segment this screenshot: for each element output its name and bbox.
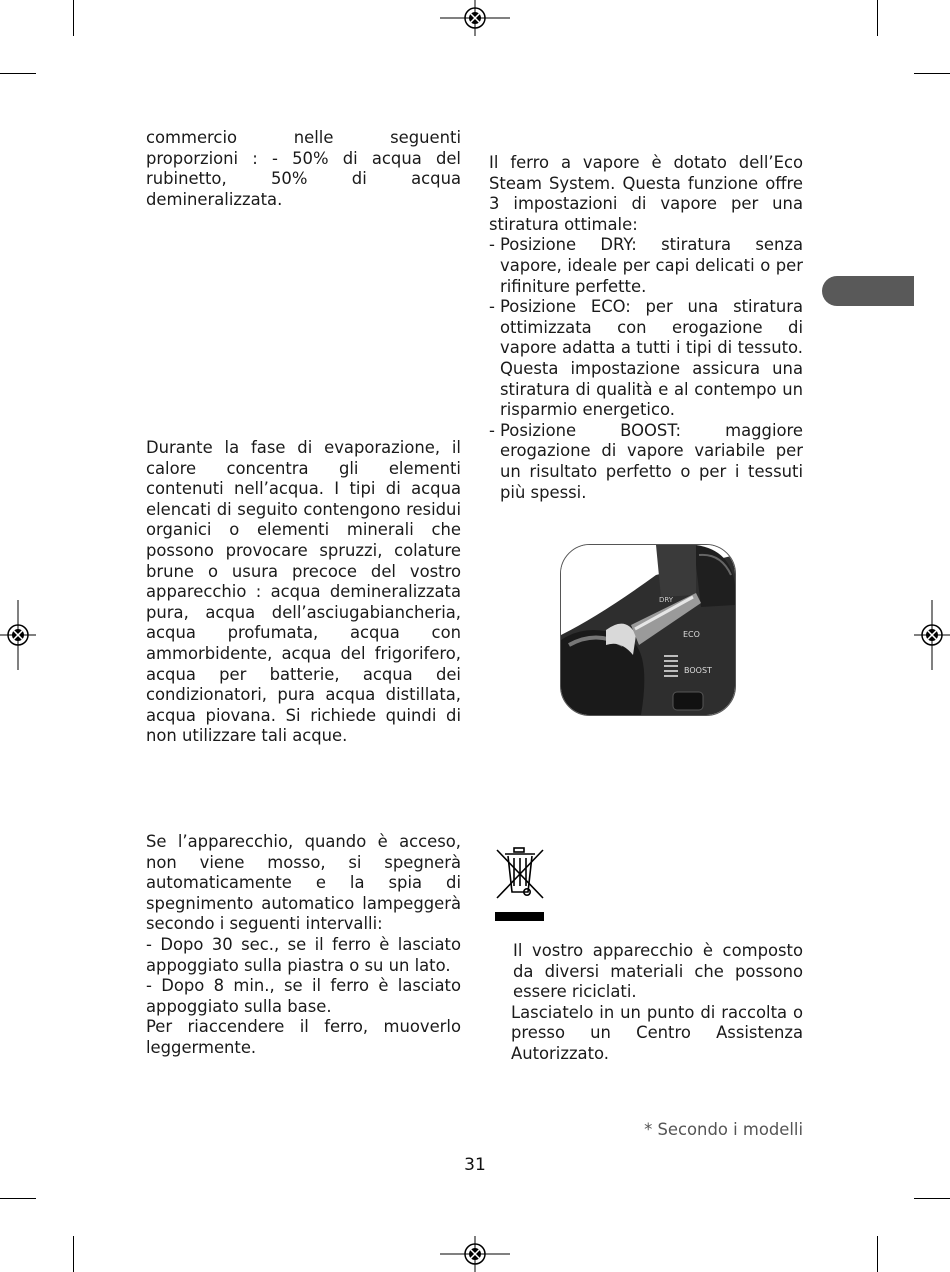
- eco-steam-intro: Il ferro a vapore è dotato dell’Eco Steam System. Questa funzione offre 3 impostazioni di vapore per una stiratura ottimale:: [489, 153, 803, 234]
- side-tab: [822, 276, 914, 306]
- registration-mark-icon: [440, 1236, 510, 1272]
- registration-mark-icon: [914, 600, 950, 670]
- eco-steam-section: [489, 153, 803, 503]
- text-line: commercio nelle seguenti: [146, 128, 461, 147]
- water-proportions-paragraph: [146, 128, 461, 210]
- eco-label: ECO: [683, 630, 700, 639]
- crop-mark: [877, 0, 878, 36]
- crossed-out-wheelie-bin-icon: [494, 846, 546, 922]
- crop-mark: [914, 73, 950, 74]
- crop-mark: [0, 73, 36, 74]
- recycling-text: Lasciatelo in un punto di raccolta o presso un Centro Assistenza Autorizzato.: [511, 1002, 803, 1063]
- crop-mark: [73, 1236, 74, 1272]
- steam-selector-illustration: [560, 544, 736, 716]
- crop-mark: [73, 0, 74, 36]
- crop-mark: [877, 1236, 878, 1272]
- registration-mark-icon: [0, 600, 36, 670]
- auto-off-item: - Dopo 8 min., se il ferro è lasciato appoggiato sulla base.: [146, 976, 461, 1016]
- text-line: proporzioni : - 50% di acqua del: [146, 148, 461, 168]
- footnote: * Secondo i modelli: [644, 1120, 803, 1139]
- boost-label: BOOST: [684, 666, 712, 675]
- dry-label: DRY: [659, 596, 674, 604]
- recycling-paragraph: [511, 941, 803, 1065]
- steam-positions-list: [489, 235, 803, 503]
- auto-off-intro: Se l’apparecchio, quando è acceso, non viene mosso, si spegnerà automaticamente e la spia di spegnimento automatico lampeggerà secondo i seguenti intervalli:: [146, 832, 461, 934]
- list-item: - Posizione DRY: stiratura senza vapore, ideale per capi delicati o per rifiniture perfette.: [489, 235, 803, 297]
- water-types-warning-paragraph: Durante la fase di evaporazione, il calore concentra gli elementi contenuti nell’acqua. I tipi di acqua elencati di seguito contengono residui organici o elementi minerali che possono provocare spruzzi, colature brune o usura precoce del vostro apparecchio : acqua demineralizzata pura, acqua dell’asciugabiancheria, acqua profumata, acqua con ammorbidente, acqua del frigorifero, acqua per batterie, acqua dei condizionatori, pura acqua distillata, acqua piovana. Si richiede quindi di non utilizzare tali acque.: [146, 438, 461, 746]
- registration-mark-icon: [440, 0, 510, 36]
- auto-off-paragraph: [146, 832, 461, 1059]
- page-number: 31: [464, 1155, 486, 1175]
- text-line: demineralizzata.: [146, 189, 283, 209]
- crop-mark: [914, 1198, 950, 1199]
- list-item: - Posizione BOOST: maggiore erogazione di vapore variabile per un risultato perfetto o per i tessuti più spessi.: [489, 421, 803, 503]
- list-item: - Posizione ECO: per una stiratura ottimizzata con erogazione di vapore adatta a tutti i tipi di tessuto. Questa impostazione assicura una stiratura di qualità e al contempo un risparmio energetico.: [489, 297, 803, 421]
- crop-mark: [0, 1198, 36, 1199]
- recycling-text: Il vostro apparecchio è composto da diversi materiali che possono essere riciclati.: [513, 941, 803, 1002]
- auto-off-outro: Per riaccendere il ferro, muoverlo leggermente.: [146, 1017, 461, 1057]
- text-line: rubinetto, 50% di acqua: [146, 169, 461, 189]
- auto-off-item: - Dopo 30 sec., se il ferro è lasciato appoggiato sulla piastra o su un lato.: [146, 934, 461, 975]
